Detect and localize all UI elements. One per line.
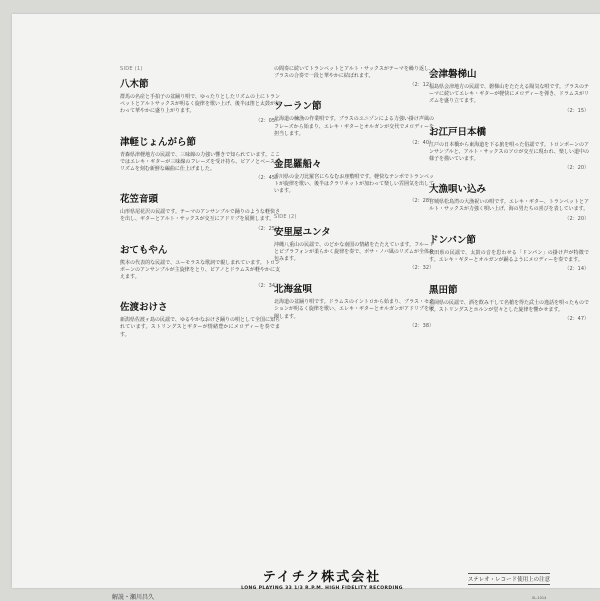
track-title: ソーラン節 — [274, 101, 322, 113]
track-title: 佐渡おけさ — [120, 302, 168, 314]
brand-name: テイチク株式会社 — [262, 570, 382, 585]
track-section — [120, 299, 280, 339]
track-title: 八木節 — [120, 79, 149, 90]
column-1 — [120, 66, 280, 349]
track-time: （2：28） — [409, 197, 434, 204]
label-logo — [227, 566, 417, 591]
track-time: （2：20） — [564, 165, 589, 172]
commentary-credit: 解説・瀬川昌久 — [112, 594, 155, 601]
track-time: （2：38） — [409, 322, 434, 329]
track-time: （2：32） — [409, 265, 434, 272]
track-section — [120, 242, 280, 290]
track-title: 会津磐梯山 — [429, 69, 477, 80]
track-notes: 山形県尾花沢の民謡です。テーマのアンサンブルで踊りのような軽快さを出し、ギターとアルト・サックスが交互にアドリブを展開します。 — [120, 209, 280, 223]
track-section — [429, 66, 589, 114]
track-title: 花笠音頭 — [120, 194, 159, 206]
column-2 — [274, 66, 434, 339]
track-notes: 北海道の盆踊り唄です。ドラムスのイントロから始まり、ブラス・セクションが明るく旋律を歌い、エレキ・ギターとオルガンがアドリブを展開します。 — [274, 299, 434, 320]
track-title: 安里屋ユンタ — [274, 226, 331, 238]
track-time: （2：40） — [409, 140, 434, 147]
track-notes: 江戸の日本橋から東海道を下る旅を唄った俗謡です。トロンボーンのアンサンブルと、アルト・サックスのソロが交互に現われ、楽しい道中の様子を描いています。 — [429, 141, 589, 163]
track-notes: 福島県会津地方の民謡で、磐梯山をたたえる陽気な唄です。ブラスのテーマに続いてエレキ・ギターが軽快にメロディーを弾き、ドラムスがリズムを盛り立てます。 — [429, 84, 589, 105]
track-section — [274, 224, 434, 272]
track-section — [429, 124, 589, 172]
track-title: 黒田節 — [429, 285, 458, 297]
track-time: （2：34） — [255, 283, 280, 290]
notice-title: ステレオ・レコード使用上の注意 — [468, 573, 550, 585]
track-time: （2：05） — [255, 117, 280, 124]
track-section — [274, 66, 434, 88]
track-title: 金毘羅船々 — [274, 159, 322, 171]
track-notes: 熊本の代表的な民謡で、ユーモラスな歌詞で親しまれています。トロンボーンのアンサンブルが主旋律をとり、ピアノとドラムスが軽やかに支えます。 — [120, 259, 280, 281]
track-section — [120, 134, 280, 182]
track-section — [429, 232, 589, 272]
track-notes: 福岡県の民謡で、酒を飲み干して名槍を得た武士の逸話を唄ったものです。ストリングスとホルンが堂々とした旋律を響かせます。 — [429, 300, 589, 314]
track-section — [274, 156, 434, 204]
track-section — [274, 98, 434, 146]
track-time: （2：20） — [564, 215, 589, 222]
track-notes: 群馬の名産と手拍子の盆踊り唄で、ゆったりとしたリズムの上にトランペットとアルトサックスが明るく旋律を歌い上げ、後半は笛と太鼓が加わって華やかに盛り上がります。 — [120, 94, 280, 115]
track-title: お江戸日本橋 — [429, 126, 487, 138]
track-section — [429, 282, 589, 322]
track-title: 津軽じょんがら節 — [120, 136, 197, 148]
liner-notes-sheet — [12, 14, 600, 601]
track-time: （2：47） — [564, 316, 589, 323]
stereo-notice — [429, 566, 589, 585]
catalog-number: SL-1014 — [532, 596, 547, 600]
track-time: （2：15） — [564, 107, 589, 114]
track-title: 大漁唄い込み — [429, 184, 487, 196]
track-notes: 香川県の金刀比羅宮にちなむお座敷唄です。軽快なテンポでトランペットが旋律を歌い、後半はクラリネットが加わって楽しい雰囲気を出しています。 — [274, 174, 434, 195]
track-section — [274, 281, 434, 329]
side-label: SIDE (2) — [274, 213, 297, 220]
track-time: （2：45） — [255, 175, 280, 182]
track-title: 北海盆唄 — [274, 284, 313, 296]
track-section — [429, 181, 589, 221]
track-notes: 宮城県松島湾の大漁祝いの唄です。エレキ・ギター、トランペットとアルト・サックスが力強く唄い上げ、海の男たちの喜びを表しています。 — [429, 199, 589, 213]
track-time: （2：25） — [255, 225, 280, 232]
track-notes: 青森県津軽地方の民謡で、三味線の力強い響きで知られています。ここではエレキ・ギターが三味線のフレーズを受け持ち、ピアノとベースがリズムを刻む新鮮な編曲に仕上げました。 — [120, 151, 280, 173]
track-title: おてもやん — [120, 244, 168, 256]
track-title: ドンパン節 — [429, 234, 476, 246]
track-notes: 秋田県の民謡で、太鼓の音を思わせる「ドンパン」の掛け声が特徴です。エレキ・ギターとオルガンが踊るようにメロディーを奏でます。 — [429, 249, 589, 263]
footer — [12, 554, 600, 601]
track-time: （2：12） — [409, 82, 434, 89]
track-section — [120, 191, 280, 231]
track-time: （2：14） — [564, 266, 589, 273]
column-3 — [429, 66, 589, 332]
track-notes: 北海道の鰊漁の作業唄です。ブラスのユニゾンによる力強い掛け声風のフレーズから始まり、エレキ・ギターとオルガンが交代でメロディーを担当します。 — [274, 116, 434, 137]
side-label: SIDE (1) — [120, 66, 143, 72]
brand-tagline: LONG PLAYING 33 1/3 R.P.M. HIGH FIDELITY RECORDING — [241, 586, 403, 591]
track-section — [120, 76, 280, 124]
track-notes: 新潟県佐渡ヶ島の民謡で、ゆるやかなおけさ踊りの唄として全国に知られています。ストリングスとギターが情緒豊かにメロディーを奏でます。 — [120, 317, 280, 338]
track-notes: 沖縄八重山の民謡で、のどかな南国の情緒をたたえています。フルートとビブラフォンが柔らかく旋律を奏で、ボサ・ノバ風のリズムが全体を包みます。 — [274, 241, 434, 263]
track-notes: の間奏に続いてトランペットとアルト・サックスがテーマを繰り返し、ブラスの合奏で一段と華やかに結ばれます。 — [274, 66, 434, 80]
